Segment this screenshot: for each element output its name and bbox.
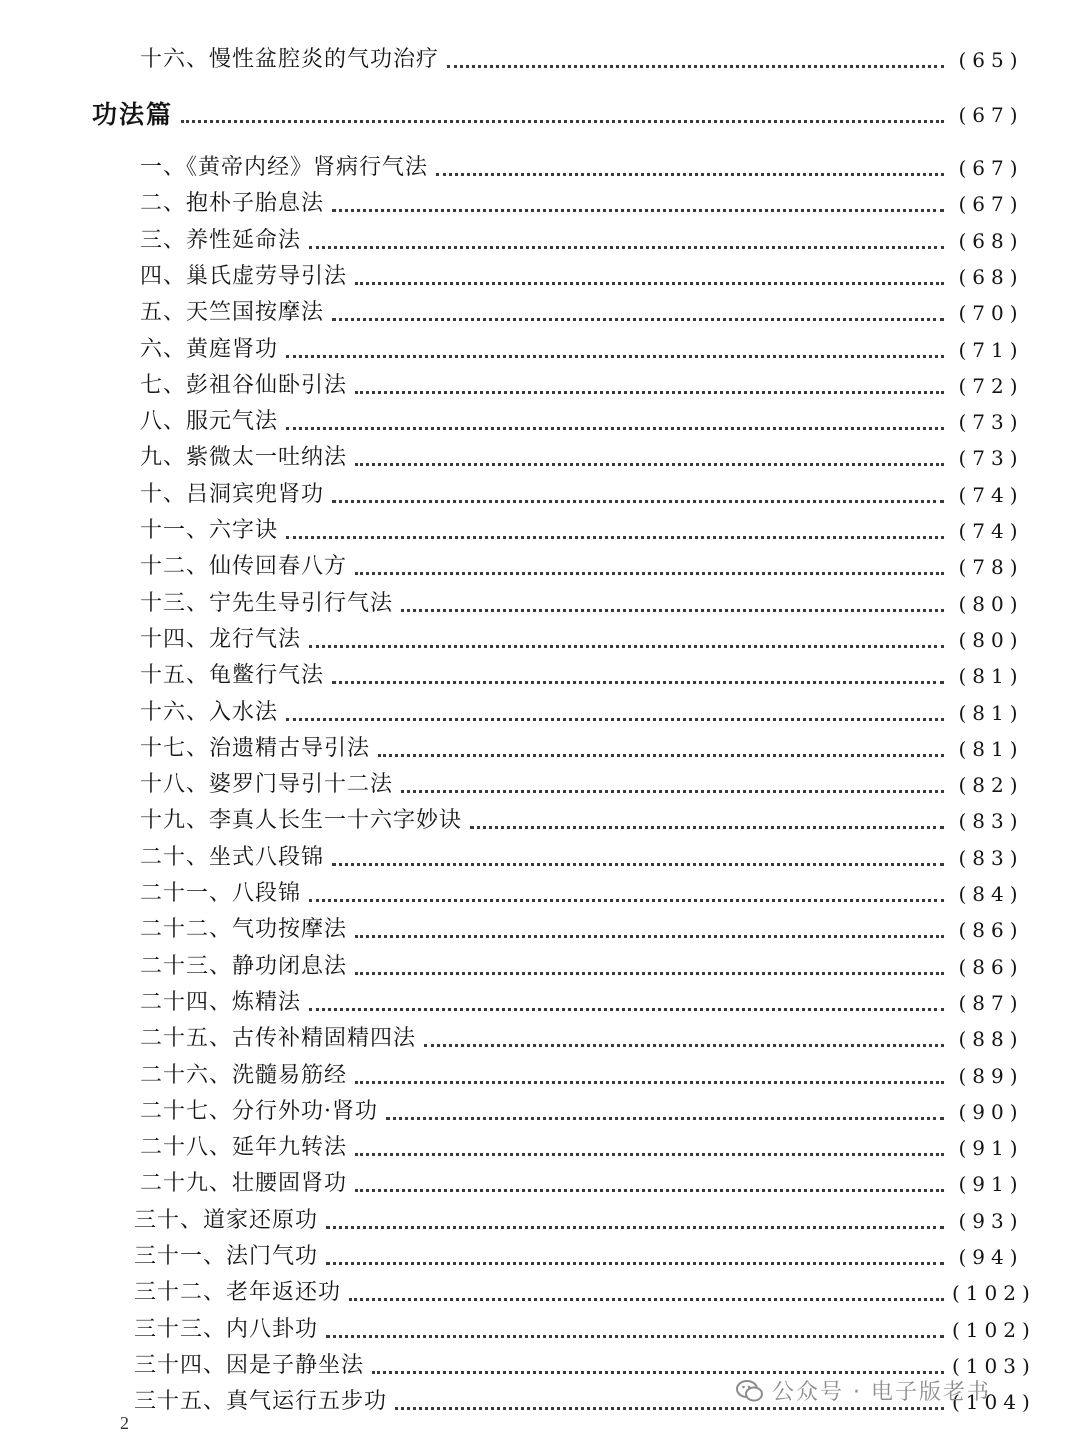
toc-entry-label: 十七、治遗精古导引法 <box>140 735 371 761</box>
toc-entry <box>140 1134 1030 1162</box>
toc-entry-page: (80) <box>958 627 1024 652</box>
leader-dots <box>401 790 944 793</box>
toc-entry-label: 二十七、分行外功·肾功 <box>140 1098 378 1124</box>
leader-dots <box>355 935 944 938</box>
toc-entry-page: (65) <box>958 48 1024 72</box>
toc-entry-label: 二、抱朴子胎息法 <box>140 191 325 217</box>
toc-entry-page: (68) <box>958 228 1024 253</box>
toc-entry-page: (68) <box>958 264 1024 289</box>
toc-entry-label: 二十四、炼精法 <box>140 989 302 1015</box>
toc-entry <box>140 662 1030 690</box>
toc-entry-page: (72) <box>958 373 1024 398</box>
toc-entry-label: 二十二、气功按摩法 <box>140 917 348 943</box>
leader-dots <box>309 899 944 902</box>
toc-entry <box>140 1062 1030 1090</box>
toc-entry-page: (84) <box>958 882 1024 906</box>
toc-entry-page: (70) <box>958 301 1024 326</box>
toc-entry-label: 十、吕洞宾兜肾功 <box>140 481 325 507</box>
leader-dots <box>286 427 944 430</box>
leader-dots <box>332 318 944 321</box>
toc-entry-label: 十八、婆罗门导引十二法 <box>140 772 394 798</box>
toc-entry <box>140 263 1030 291</box>
leader-dots <box>355 1153 944 1156</box>
toc-entry-label: 四、巢氏虚劳导引法 <box>140 263 348 289</box>
toc-entry-page: (82) <box>958 773 1024 798</box>
toc-entry-label: 二十三、静功闭息法 <box>140 953 348 979</box>
leader-dots <box>355 572 944 575</box>
leader-dots <box>355 391 944 394</box>
toc-entry <box>140 916 1030 944</box>
leader-dots <box>332 681 944 684</box>
toc-entry-label: 七、彭祖谷仙卧引法 <box>140 372 348 398</box>
toc-entry <box>140 553 1030 581</box>
leader-dots <box>355 282 944 285</box>
toc-entry <box>140 481 1030 509</box>
toc-entry-page: (74) <box>958 482 1024 507</box>
leader-dots <box>386 1117 944 1120</box>
section-page: (67) <box>958 103 1024 127</box>
leader-dots <box>355 463 944 466</box>
toc-entry <box>140 299 1030 327</box>
toc-entry <box>140 444 1030 472</box>
leader-dots <box>447 65 944 68</box>
toc-entry-label: 三、养性延命法 <box>140 227 302 253</box>
leader-dots <box>326 1262 944 1265</box>
toc-entry <box>140 880 1030 908</box>
toc-entry-label: 三十一、法门气功 <box>134 1244 319 1269</box>
watermark <box>736 1375 991 1406</box>
leader-dots <box>332 209 944 212</box>
toc-entry <box>140 844 1030 872</box>
toc-entry <box>140 1170 1030 1198</box>
leader-dots <box>326 1335 944 1338</box>
toc-entry-label: 八、服元气法 <box>140 409 279 435</box>
leader-dots <box>349 1298 944 1301</box>
leader-dots <box>332 500 944 503</box>
toc-entry-label: 十六、慢性盆腔炎的气功治疗 <box>140 47 440 72</box>
leader-dots <box>355 972 944 975</box>
toc-entry-page: (80) <box>958 591 1024 616</box>
toc-entry-page: (89) <box>958 1063 1024 1088</box>
toc-entry-label: 三十三、内八卦功 <box>134 1316 319 1342</box>
leader-dots <box>401 609 944 612</box>
toc-entry-page: (91) <box>958 1172 1024 1197</box>
toc-entry <box>134 1279 1036 1307</box>
toc-entry-label: 十三、宁先生导引行气法 <box>140 590 394 616</box>
toc-entry-page: (94) <box>958 1245 1024 1269</box>
toc-entry <box>140 227 1030 255</box>
toc-entry <box>140 807 1030 835</box>
toc-entry-page: (83) <box>958 845 1024 870</box>
leader-dots <box>309 246 944 249</box>
leader-dots <box>286 718 944 721</box>
leader-dots <box>309 645 944 648</box>
toc-entry-label: 一、《黄帝内经》肾病行气法 <box>140 155 429 180</box>
toc-entry-page: (73) <box>958 410 1024 435</box>
toc-entry <box>140 372 1030 400</box>
toc-entry <box>140 699 1030 727</box>
toc-entry-page: (91) <box>958 1136 1024 1161</box>
toc-entry <box>134 1243 1030 1271</box>
leader-dots <box>286 536 944 539</box>
toc-entry-page: (104) <box>952 1390 1036 1415</box>
toc-entry-label: 十六、入水法 <box>140 699 279 725</box>
leader-dots <box>355 1189 944 1192</box>
toc-entry-page: (67) <box>958 156 1024 180</box>
toc-entry-page: (83) <box>958 809 1024 834</box>
toc-entry-label: 二十、坐式八段锦 <box>140 844 325 870</box>
toc-entry-label: 十一、六字诀 <box>140 518 279 543</box>
leader-dots <box>424 1044 944 1047</box>
toc-entry-label: 二十八、延年九转法 <box>140 1135 348 1161</box>
toc-entry-label: 九、紫微太一吐纳法 <box>140 445 348 471</box>
toc-entry <box>140 1025 1030 1053</box>
leader-dots <box>378 754 944 757</box>
toc-entry-page: (103) <box>952 1353 1036 1378</box>
toc-entry-label: 三十、道家还原功 <box>134 1207 319 1233</box>
toc-entry <box>140 408 1030 436</box>
toc-entry-label: 二十一、八段锦 <box>140 881 302 906</box>
toc-entry-label: 六、黄庭肾功 <box>140 336 279 362</box>
leader-dots <box>372 1371 944 1374</box>
toc-entry <box>134 1316 1036 1344</box>
toc-entry-label: 十四、龙行气法 <box>140 626 302 652</box>
toc-entry <box>140 735 1030 763</box>
toc-entry-page: (88) <box>958 1027 1024 1052</box>
toc-entry <box>140 590 1030 618</box>
toc-entry-label: 十二、仙传回春八方 <box>140 554 348 580</box>
leader-dots <box>181 120 944 123</box>
toc-entry <box>134 1207 1030 1235</box>
toc-entry-page: (93) <box>958 1208 1024 1233</box>
toc-entry-label: 三十五、真气运行五步功 <box>134 1389 388 1415</box>
toc-entry-label: 十五、龟鳖行气法 <box>140 663 325 689</box>
toc-entry-page: (81) <box>958 664 1024 689</box>
toc-entry <box>140 154 1030 182</box>
leader-dots <box>355 1081 944 1084</box>
toc-entry-page: (71) <box>958 337 1024 362</box>
watermark-text: 公众号 · 电子版老书 <box>772 1380 991 1405</box>
toc-entry-page: (86) <box>958 954 1024 979</box>
toc-entry-label: 二十五、古传补精固精四法 <box>140 1026 417 1052</box>
toc-entry-page: (67) <box>958 192 1024 217</box>
toc-entry <box>140 989 1030 1017</box>
toc-entry-label: 五、天竺国按摩法 <box>140 300 325 326</box>
leader-dots <box>332 863 944 866</box>
toc-entry-intro <box>140 46 1030 74</box>
leader-dots <box>326 1226 944 1229</box>
toc-entry-page: (86) <box>958 918 1024 943</box>
toc-entry-page: (87) <box>958 990 1024 1015</box>
section-heading <box>92 101 1030 129</box>
toc-entry-page: (73) <box>958 446 1024 471</box>
toc-entry-page: (102) <box>952 1317 1036 1342</box>
toc-entry-label: 三十二、老年返还功 <box>134 1280 342 1306</box>
toc-entry-page: (74) <box>958 519 1024 543</box>
toc-entry-page: (78) <box>958 555 1024 580</box>
leader-dots <box>395 1407 944 1410</box>
leader-dots <box>470 826 944 829</box>
toc-entry-label: 二十九、壮腰固肾功 <box>140 1171 348 1197</box>
wechat-icon <box>736 1379 764 1403</box>
leader-dots <box>436 173 944 176</box>
toc-entry <box>140 190 1030 218</box>
toc-entry <box>140 1098 1030 1126</box>
toc-entry-page: (81) <box>958 736 1024 761</box>
toc-entry <box>140 626 1030 654</box>
leader-dots <box>286 355 944 358</box>
toc-entry-label: 十九、李真人长生一十六字妙诀 <box>140 808 463 834</box>
section-title: 功法篇 <box>92 100 174 129</box>
toc-entry <box>140 336 1030 364</box>
toc-entry-page: (90) <box>958 1099 1024 1124</box>
toc-entry <box>140 953 1030 981</box>
toc-entry-label: 三十四、因是子静坐法 <box>134 1352 365 1378</box>
toc-entry <box>140 517 1030 545</box>
toc-entry <box>140 771 1030 799</box>
page-number: 2 <box>120 1413 129 1433</box>
toc-entry-page: (81) <box>958 700 1024 725</box>
toc-entry-page: (102) <box>952 1281 1036 1306</box>
leader-dots <box>309 1008 944 1011</box>
toc-entry-label: 二十六、洗髓易筋经 <box>140 1062 348 1088</box>
